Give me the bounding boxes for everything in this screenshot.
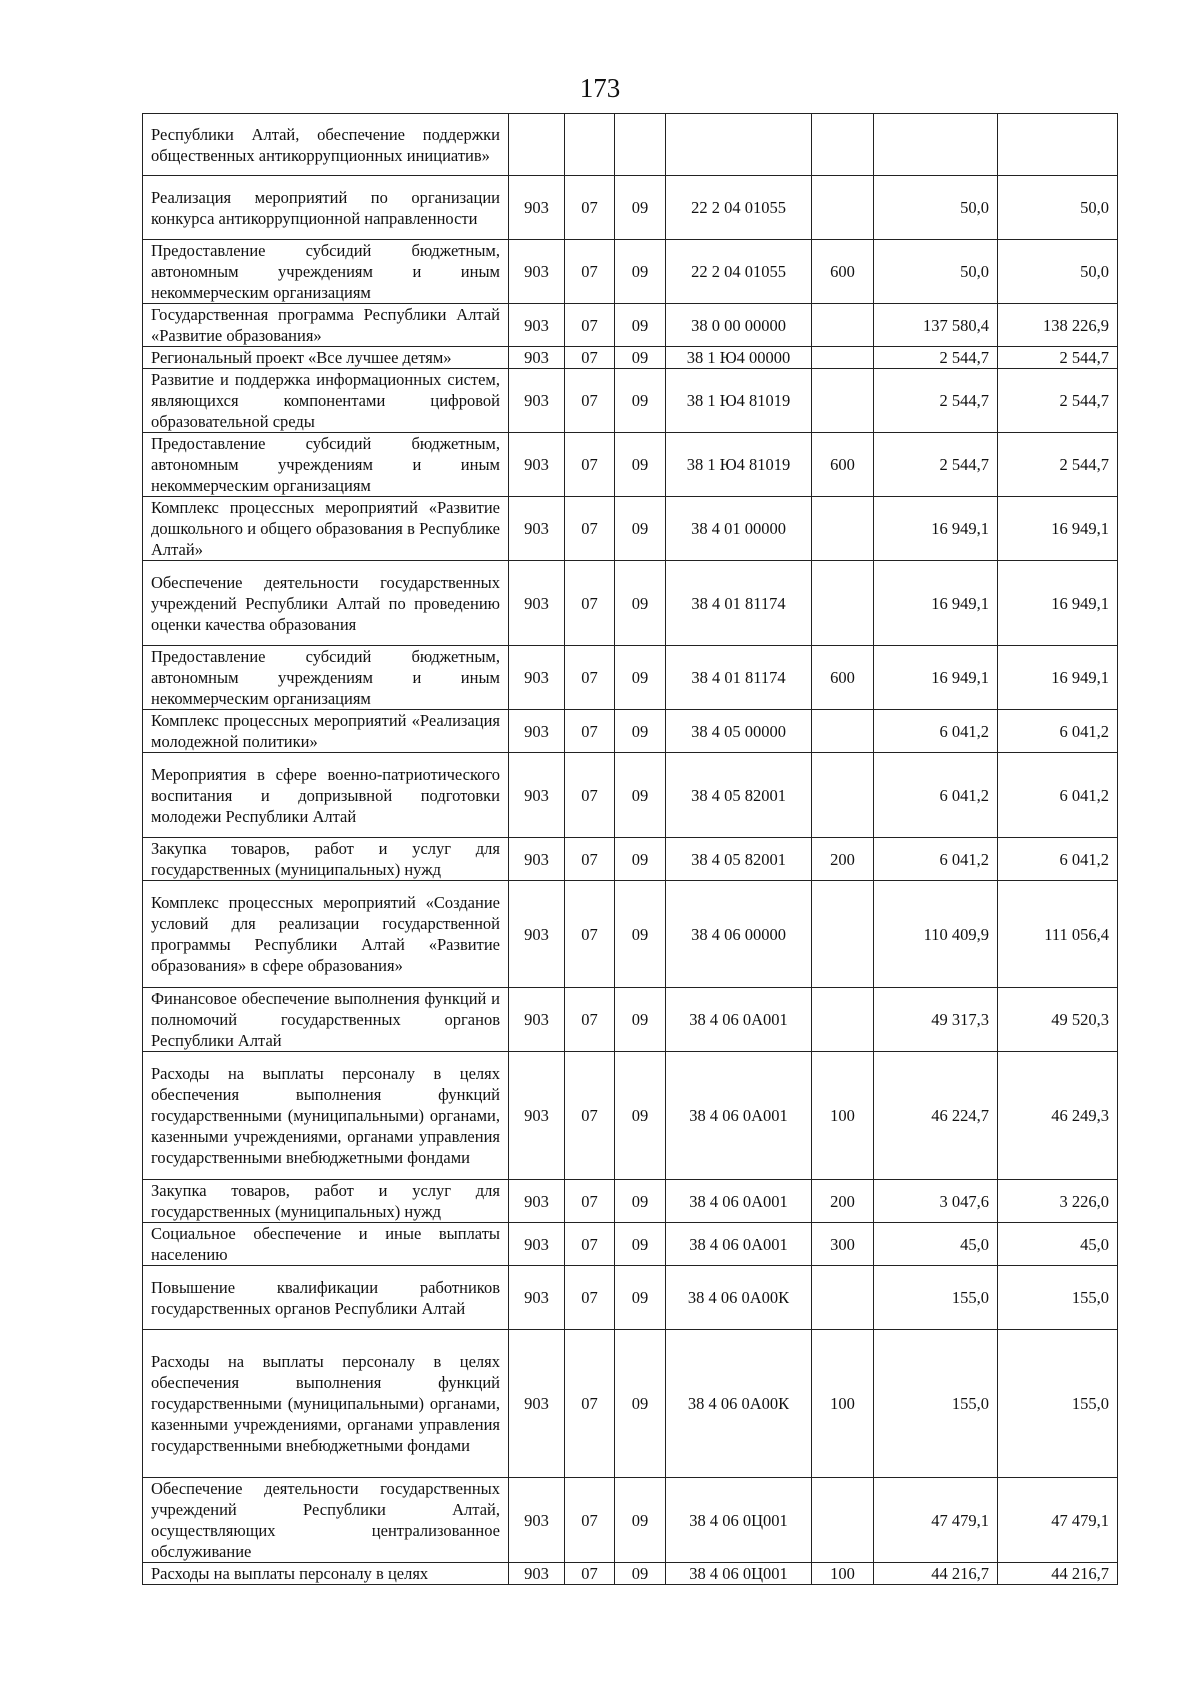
target-article-code: 38 4 06 0А00К <box>666 1330 812 1478</box>
budget-table <box>142 113 1118 1585</box>
section-code: 07 <box>565 347 615 369</box>
section-code: 07 <box>565 710 615 753</box>
ministry-code: 903 <box>509 881 565 988</box>
subsection-code: 09 <box>615 561 666 646</box>
section-code: 07 <box>565 988 615 1052</box>
subsection-code <box>615 114 666 176</box>
target-article-code: 38 4 01 00000 <box>666 497 812 561</box>
target-article-code: 38 4 01 81174 <box>666 646 812 710</box>
subsection-code: 09 <box>615 710 666 753</box>
amount-year-1: 155,0 <box>874 1330 998 1478</box>
item-name: Расходы на выплаты персоналу в целях обеспечения выполнения функций государственными (муниципальными) органами, казенными учреждениями, органами управления государственными внебюджетными фондами <box>143 1052 509 1180</box>
subsection-code: 09 <box>615 838 666 881</box>
ministry-code: 903 <box>509 838 565 881</box>
subsection-code: 09 <box>615 176 666 240</box>
target-article-code: 38 4 05 82001 <box>666 838 812 881</box>
item-name: Финансовое обеспечение выполнения функций и полномочий государственных органов Республики Алтай <box>143 988 509 1052</box>
item-name: Комплекс процессных мероприятий «Реализация молодежной политики» <box>143 710 509 753</box>
expense-type-code <box>812 497 874 561</box>
amount-year-1: 6 041,2 <box>874 710 998 753</box>
ministry-code: 903 <box>509 646 565 710</box>
subsection-code: 09 <box>615 433 666 497</box>
amount-year-2: 6 041,2 <box>998 710 1118 753</box>
amount-year-1: 50,0 <box>874 176 998 240</box>
amount-year-1: 2 544,7 <box>874 433 998 497</box>
subsection-code: 09 <box>615 497 666 561</box>
subsection-code: 09 <box>615 753 666 838</box>
amount-year-1: 110 409,9 <box>874 881 998 988</box>
item-name: Развитие и поддержка информационных систем, являющихся компонентами цифровой образовательной среды <box>143 369 509 433</box>
amount-year-1: 16 949,1 <box>874 497 998 561</box>
amount-year-1: 50,0 <box>874 240 998 304</box>
item-name: Расходы на выплаты персоналу в целях обеспечения выполнения функций государственными (муниципальными) органами, казенными учреждениями, органами управления государственными внебюджетными фондами <box>143 1330 509 1478</box>
section-code: 07 <box>565 1052 615 1180</box>
amount-year-1: 6 041,2 <box>874 838 998 881</box>
amount-year-1: 3 047,6 <box>874 1180 998 1223</box>
subsection-code: 09 <box>615 988 666 1052</box>
ministry-code: 903 <box>509 1478 565 1563</box>
table-row <box>143 1330 1118 1478</box>
section-code: 07 <box>565 369 615 433</box>
subsection-code: 09 <box>615 1330 666 1478</box>
section-code: 07 <box>565 753 615 838</box>
expense-type-code <box>812 710 874 753</box>
target-article-code: 38 1 Ю4 81019 <box>666 433 812 497</box>
page-number: 173 <box>579 73 621 103</box>
expense-type-code <box>812 1478 874 1563</box>
section-code: 07 <box>565 1180 615 1223</box>
expense-type-code: 200 <box>812 838 874 881</box>
item-name: Повышение квалификации работников государственных органов Республики Алтай <box>143 1266 509 1330</box>
table-row <box>143 1223 1118 1266</box>
section-code: 07 <box>565 433 615 497</box>
section-code: 07 <box>565 240 615 304</box>
ministry-code: 903 <box>509 561 565 646</box>
subsection-code: 09 <box>615 369 666 433</box>
table-row <box>143 240 1118 304</box>
expense-type-code <box>812 176 874 240</box>
amount-year-1: 46 224,7 <box>874 1052 998 1180</box>
table-row <box>143 753 1118 838</box>
table-row <box>143 1563 1118 1585</box>
amount-year-2: 49 520,3 <box>998 988 1118 1052</box>
target-article-code: 38 1 Ю4 81019 <box>666 369 812 433</box>
amount-year-2: 2 544,7 <box>998 347 1118 369</box>
amount-year-1: 6 041,2 <box>874 753 998 838</box>
item-name: Государственная программа Республики Алтай «Развитие образования» <box>143 304 509 347</box>
subsection-code: 09 <box>615 1266 666 1330</box>
ministry-code: 903 <box>509 176 565 240</box>
expense-type-code: 300 <box>812 1223 874 1266</box>
subsection-code: 09 <box>615 1223 666 1266</box>
amount-year-2: 50,0 <box>998 176 1118 240</box>
table-row <box>143 114 1118 176</box>
table-row <box>143 838 1118 881</box>
ministry-code: 903 <box>509 753 565 838</box>
section-code <box>565 114 615 176</box>
amount-year-2: 50,0 <box>998 240 1118 304</box>
subsection-code: 09 <box>615 646 666 710</box>
target-article-code: 38 4 06 0А00К <box>666 1266 812 1330</box>
amount-year-1 <box>874 114 998 176</box>
table-row <box>143 1478 1118 1563</box>
subsection-code: 09 <box>615 1478 666 1563</box>
ministry-code: 903 <box>509 1052 565 1180</box>
ministry-code: 903 <box>509 497 565 561</box>
table-row <box>143 304 1118 347</box>
expense-type-code: 600 <box>812 433 874 497</box>
ministry-code: 903 <box>509 240 565 304</box>
amount-year-1: 49 317,3 <box>874 988 998 1052</box>
item-name: Социальное обеспечение и иные выплаты населению <box>143 1223 509 1266</box>
amount-year-2: 47 479,1 <box>998 1478 1118 1563</box>
subsection-code: 09 <box>615 240 666 304</box>
table-row <box>143 176 1118 240</box>
expense-type-code <box>812 369 874 433</box>
amount-year-1: 155,0 <box>874 1266 998 1330</box>
amount-year-2: 111 056,4 <box>998 881 1118 988</box>
subsection-code: 09 <box>615 1563 666 1585</box>
item-name: Реализация мероприятий по организации конкурса антикоррупционной направленности <box>143 176 509 240</box>
expense-type-code <box>812 1266 874 1330</box>
table-row <box>143 433 1118 497</box>
ministry-code: 903 <box>509 369 565 433</box>
table-row <box>143 497 1118 561</box>
amount-year-2: 6 041,2 <box>998 753 1118 838</box>
target-article-code: 38 1 Ю4 00000 <box>666 347 812 369</box>
item-name: Предоставление субсидий бюджетным, автономным учреждениям и иным некоммерческим организациям <box>143 433 509 497</box>
table-row <box>143 646 1118 710</box>
section-code: 07 <box>565 304 615 347</box>
ministry-code: 903 <box>509 1223 565 1266</box>
section-code: 07 <box>565 881 615 988</box>
expense-type-code <box>812 988 874 1052</box>
item-name: Закупка товаров, работ и услуг для государственных (муниципальных) нужд <box>143 1180 509 1223</box>
amount-year-2: 16 949,1 <box>998 497 1118 561</box>
amount-year-2 <box>998 114 1118 176</box>
expense-type-code: 100 <box>812 1052 874 1180</box>
subsection-code: 09 <box>615 881 666 988</box>
amount-year-1: 2 544,7 <box>874 347 998 369</box>
amount-year-1: 45,0 <box>874 1223 998 1266</box>
table-row <box>143 988 1118 1052</box>
section-code: 07 <box>565 838 615 881</box>
target-article-code: 38 4 06 0А001 <box>666 988 812 1052</box>
amount-year-2: 2 544,7 <box>998 369 1118 433</box>
ministry-code: 903 <box>509 1266 565 1330</box>
section-code: 07 <box>565 646 615 710</box>
amount-year-2: 3 226,0 <box>998 1180 1118 1223</box>
item-name: Мероприятия в сфере военно-патриотического воспитания и допризывной подготовки молодежи Республики Алтай <box>143 753 509 838</box>
ministry-code: 903 <box>509 433 565 497</box>
target-article-code: 22 2 04 01055 <box>666 176 812 240</box>
amount-year-2: 45,0 <box>998 1223 1118 1266</box>
amount-year-1: 16 949,1 <box>874 646 998 710</box>
table-row <box>143 710 1118 753</box>
target-article-code: 38 4 06 0А001 <box>666 1223 812 1266</box>
subsection-code: 09 <box>615 1052 666 1180</box>
ministry-code: 903 <box>509 1180 565 1223</box>
amount-year-1: 137 580,4 <box>874 304 998 347</box>
table-row <box>143 1180 1118 1223</box>
table-row <box>143 1266 1118 1330</box>
target-article-code: 38 4 06 0А001 <box>666 1052 812 1180</box>
subsection-code: 09 <box>615 347 666 369</box>
item-name: Предоставление субсидий бюджетным, автономным учреждениям и иным некоммерческим организациям <box>143 240 509 304</box>
target-article-code: 38 4 06 00000 <box>666 881 812 988</box>
subsection-code: 09 <box>615 304 666 347</box>
expense-type-code: 200 <box>812 1180 874 1223</box>
section-code: 07 <box>565 1478 615 1563</box>
item-name: Закупка товаров, работ и услуг для государственных (муниципальных) нужд <box>143 838 509 881</box>
table-row <box>143 369 1118 433</box>
item-name: Комплекс процессных мероприятий «Создание условий для реализации государственной программы Республики Алтай «Развитие образования» в сфере образования» <box>143 881 509 988</box>
expense-type-code <box>812 304 874 347</box>
item-name: Обеспечение деятельности государственных учреждений Республики Алтай по проведению оценки качества образования <box>143 561 509 646</box>
item-name: Комплекс процессных мероприятий «Развитие дошкольного и общего образования в Республике Алтай» <box>143 497 509 561</box>
ministry-code: 903 <box>509 1330 565 1478</box>
amount-year-1: 44 216,7 <box>874 1563 998 1585</box>
amount-year-2: 16 949,1 <box>998 646 1118 710</box>
table-row <box>143 561 1118 646</box>
section-code: 07 <box>565 561 615 646</box>
expense-type-code: 100 <box>812 1330 874 1478</box>
section-code: 07 <box>565 1266 615 1330</box>
expense-type-code <box>812 347 874 369</box>
section-code: 07 <box>565 497 615 561</box>
ministry-code: 903 <box>509 988 565 1052</box>
item-name: Республики Алтай, обеспечение поддержки общественных антикоррупционных инициатив» <box>143 114 509 176</box>
expense-type-code <box>812 114 874 176</box>
amount-year-2: 155,0 <box>998 1266 1118 1330</box>
amount-year-2: 138 226,9 <box>998 304 1118 347</box>
section-code: 07 <box>565 176 615 240</box>
amount-year-1: 2 544,7 <box>874 369 998 433</box>
amount-year-2: 6 041,2 <box>998 838 1118 881</box>
amount-year-2: 16 949,1 <box>998 561 1118 646</box>
item-name: Обеспечение деятельности государственных учреждений Республики Алтай, осуществляющих централизованное обслуживание <box>143 1478 509 1563</box>
amount-year-2: 2 544,7 <box>998 433 1118 497</box>
section-code: 07 <box>565 1223 615 1266</box>
expense-type-code: 100 <box>812 1563 874 1585</box>
target-article-code <box>666 114 812 176</box>
amount-year-1: 16 949,1 <box>874 561 998 646</box>
amount-year-2: 46 249,3 <box>998 1052 1118 1180</box>
amount-year-2: 155,0 <box>998 1330 1118 1478</box>
budget-table-body <box>143 114 1118 1585</box>
item-name: Предоставление субсидий бюджетным, автономным учреждениям и иным некоммерческим организациям <box>143 646 509 710</box>
expense-type-code <box>812 753 874 838</box>
target-article-code: 22 2 04 01055 <box>666 240 812 304</box>
item-name: Региональный проект «Все лучшее детям» <box>143 347 509 369</box>
expense-type-code: 600 <box>812 646 874 710</box>
expense-type-code <box>812 561 874 646</box>
ministry-code: 903 <box>509 304 565 347</box>
amount-year-2: 44 216,7 <box>998 1563 1118 1585</box>
amount-year-1: 47 479,1 <box>874 1478 998 1563</box>
target-article-code: 38 4 06 0А001 <box>666 1180 812 1223</box>
table-row <box>143 347 1118 369</box>
table-row <box>143 1052 1118 1180</box>
item-name: Расходы на выплаты персоналу в целях <box>143 1563 509 1585</box>
table-row <box>143 881 1118 988</box>
expense-type-code <box>812 881 874 988</box>
target-article-code: 38 4 06 0Ц001 <box>666 1563 812 1585</box>
section-code: 07 <box>565 1563 615 1585</box>
target-article-code: 38 4 06 0Ц001 <box>666 1478 812 1563</box>
ministry-code: 903 <box>509 347 565 369</box>
section-code: 07 <box>565 1330 615 1478</box>
ministry-code <box>509 114 565 176</box>
expense-type-code: 600 <box>812 240 874 304</box>
ministry-code: 903 <box>509 1563 565 1585</box>
target-article-code: 38 4 01 81174 <box>666 561 812 646</box>
target-article-code: 38 4 05 00000 <box>666 710 812 753</box>
target-article-code: 38 4 05 82001 <box>666 753 812 838</box>
ministry-code: 903 <box>509 710 565 753</box>
subsection-code: 09 <box>615 1180 666 1223</box>
target-article-code: 38 0 00 00000 <box>666 304 812 347</box>
